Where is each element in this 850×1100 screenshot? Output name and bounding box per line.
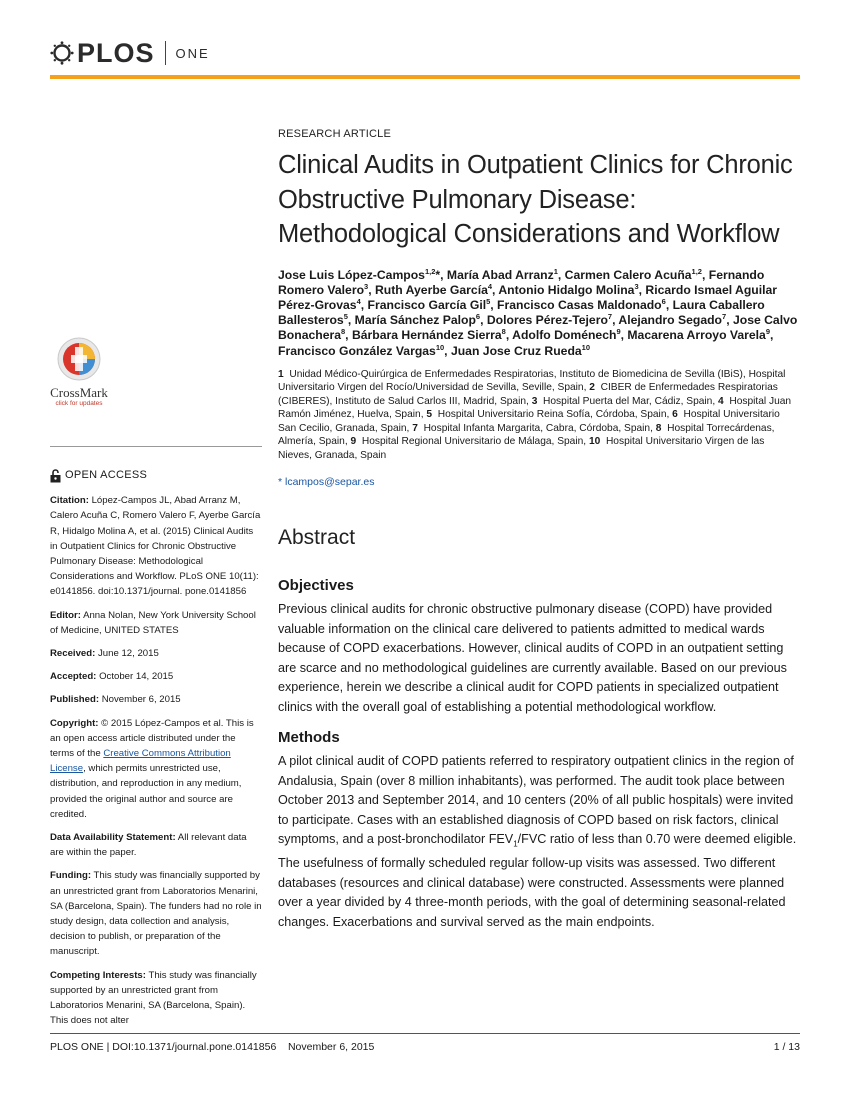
author-name[interactable]: María Sánchez Palop — [354, 313, 476, 328]
affiliation-text: Hospital Regional Universitario de Málaga, Spain, — [361, 436, 587, 448]
data-availability-label: Data Availability Statement: — [50, 832, 176, 844]
author-list: Jose Luis López-Campos$^{1,2}$*, María Abad Arranz$^1$, Carmen Calero Acuña$^{1,2}$, Fernando Romero Valero$^3$, Ruth Ayerbe García$^4$, Antonio Hidalgo Molina$^3$, Ricardo Ismael Aguilar Pérez-Grovas$^4$, Francisco García Gil$^5$, Francisco Casas Maldonado$^6$, Laura Caballero Ballesteros$^5$, María Sánchez Palop$^6$, Dolores Pérez-Tejero$^7$, Alejandro Segado$^7$, Jose Calvo Bonachera$^8$, Bárbara Hernández Sierra$^8$, Adolfo Doménech$^9$, Macarena Arroyo Varela$^9$, Francisco González Vargas$^{10}$, Juan Jose Cruz Rueda$^{10}$ — [278, 266, 798, 358]
received-date: June 12, 2015 — [98, 648, 159, 660]
brand-name: PLOS — [77, 37, 155, 68]
accepted-label: Accepted: — [50, 671, 97, 683]
article-main — [278, 128, 800, 932]
affiliation-number: 10 — [588, 436, 601, 448]
author-affiliation-ref: 7 — [607, 312, 613, 322]
author-affiliation-ref: 9 — [765, 327, 770, 337]
methods-heading: Methods — [278, 729, 340, 747]
affiliation-number: 8 — [655, 422, 662, 434]
affiliation-number: 2 — [589, 382, 595, 394]
open-access-label: OPEN ACCESS — [65, 469, 148, 481]
received-block — [50, 646, 262, 661]
author-affiliation-ref: 9 — [616, 327, 621, 337]
author-name[interactable]: Fernando Romero Valero — [278, 267, 765, 297]
author-name[interactable]: Macarena Arroyo Varela — [627, 328, 766, 343]
affiliation-number: 4 — [718, 395, 724, 407]
affiliation-text: Hospital Universitario San Cecilio, Granada, Spain, — [278, 409, 780, 434]
crossmark-badge[interactable] — [50, 337, 108, 408]
published-block — [50, 692, 262, 707]
editor-text: Anna Nolan, New York University School of Medicine, UNITED STATES — [50, 609, 256, 636]
published-date: November 6, 2015 — [101, 694, 181, 706]
received-label: Received: — [50, 648, 96, 660]
funding-text: This study was financially supported by an unrestricted grant from Laboratorios Menarini, SA (Barcelona, Spain). The funders had no role in study design, data collection and analysis, decision to publish, or preparation of the manuscript. — [50, 870, 262, 958]
author-affiliation-ref: 5 — [486, 296, 491, 306]
logo-divider — [165, 41, 166, 65]
citation-block — [50, 493, 262, 599]
author-affiliation-ref: 8 — [501, 327, 506, 337]
author-affiliation-ref: 6 — [661, 296, 666, 306]
author-name[interactable]: Ricardo Ismael Aguilar Pérez-Grovas — [278, 282, 778, 312]
affiliation-text: Hospital Universitario Reina Sofía, Córdoba, Spain, — [437, 409, 670, 421]
footer-citation: PLOS ONE | DOI:10.1371/journal.pone.0141856 November 6, 2015 — [50, 1041, 375, 1053]
affiliation-list — [278, 368, 800, 463]
published-label: Published: — [50, 694, 100, 706]
methods-text — [278, 752, 800, 932]
affiliation-text: Hospital Universitario Virgen de las Nieves, Granada, Spain — [278, 436, 765, 461]
copyright-text-end: , which permits unrestricted use, distribution, and reproduction in any medium, provided the original author and source are credited. — [50, 763, 242, 820]
funding-block — [50, 868, 262, 959]
author-name[interactable]: Francisco García Gil — [367, 297, 487, 312]
author-name[interactable]: Ruth Ayerbe García — [374, 282, 488, 297]
competing-interests-block — [50, 968, 262, 1029]
author-affiliation-ref: 10 — [435, 342, 445, 352]
accepted-date: October 14, 2015 — [99, 671, 174, 683]
author-affiliation-ref: 5 — [343, 312, 348, 322]
data-availability-block — [50, 830, 262, 860]
author-name[interactable]: Francisco González Vargas — [278, 343, 436, 358]
article-info-sidebar — [50, 468, 262, 1037]
author-name[interactable]: Dolores Pérez-Tejero — [486, 313, 608, 328]
corresponding-email-link[interactable]: * lcampos@separ.es — [278, 476, 375, 489]
citation-label: Citation: — [50, 495, 89, 507]
data-availability-text: All relevant data are within the paper. — [50, 832, 247, 859]
crossmark-subtitle: click for updates — [55, 400, 103, 407]
author-affiliation-ref: 7 — [722, 312, 727, 322]
footer-rule — [50, 1033, 800, 1034]
license-link[interactable]: Creative Commons Attribution License — [50, 748, 231, 775]
author-name[interactable]: Laura Caballero Ballesteros — [278, 297, 765, 328]
copyright-block — [50, 716, 262, 822]
header-rule — [50, 75, 800, 79]
methods-text-part-2: /FVC ratio of less than 0.70 were deemed eligible. The usefulness of formally scheduled regular follow-up visits was assessed. Two different databases (resources and clinical database) were constructed. Assessments were planned over a year divided by 4 three-month periods, with the goal of determining seasonal-related changes. Exacerbations and survival served as the main endpoints. — [278, 832, 797, 929]
citation-text: López-Campos JL, Abad Arranz M, Calero Acuña C, Romero Valero F, Ayerbe García R, Hidalgo Molina A, et al. (2015) Clinical Audits in Outpatient Clinics for Chronic Obstructive Pulmonary Disease: Methodological Considerations and Workflow. PLoS ONE 10(11): e0141856. doi:10.1371/journal. pone.0141856 — [50, 495, 261, 598]
editor-block — [50, 608, 262, 638]
affiliation-number: 5 — [426, 409, 433, 421]
methods-text-part-1: A pilot clinical audit of COPD patients referred to respiratory outpatient clinics in the region of Andalusia, Spain (over 8 million inhabitants), was performed. The audit took place between October 2013 and September 2014, and 10 centers (20% of all public hospitals) were invited to participate. Cases with an established diagnosis of COPD based on risk factors, clinical symptoms, and a post-bronchodilator FEV — [278, 754, 794, 847]
author-name[interactable]: Francisco Casas Maldonado — [497, 297, 662, 312]
affiliation-number: 6 — [672, 409, 678, 421]
author-affiliation-ref: 4 — [356, 296, 361, 306]
accepted-block — [50, 669, 262, 684]
author-affiliation-ref: 6 — [475, 312, 481, 322]
fev-subscript: 1 — [513, 839, 518, 849]
author-name[interactable]: María Abad Arranz — [446, 267, 554, 282]
affiliation-text: Hospital Infanta Margarita, Cabra, Córdoba, Spain, — [423, 422, 653, 434]
author-affiliation-ref: 1,2 — [691, 266, 702, 276]
author-name[interactable]: Jose Luis López-Campos — [278, 267, 425, 282]
author-affiliation-ref: 1,2 — [424, 266, 436, 276]
author-name[interactable]: Alejandro Segado — [618, 313, 723, 328]
affiliation-text: Hospital Torrecárdenas, Almería, Spain, — [278, 422, 775, 448]
open-access-badge — [50, 468, 262, 483]
open-lock-icon — [50, 469, 61, 483]
author-affiliation-ref: 4 — [487, 281, 493, 291]
author-name[interactable]: Jose Calvo Bonachera — [278, 313, 798, 343]
author-affiliation-ref: 3 — [634, 281, 639, 291]
author-affiliation-ref: 1 — [553, 266, 558, 276]
author-name[interactable]: Bárbara Hernández Sierra — [351, 328, 502, 343]
author-affiliation-ref: 10 — [581, 342, 591, 352]
affiliation-text: Unidad Médico-Quirúrgica de Enfermedades Respiratorias, Instituto de Biomedicina de Sevilla (IBiS), Hospital Universitario Virgen del Rocío/Universidad de Sevilla, Seville, Spain, — [278, 368, 786, 394]
competing-interests-label: Competing Interests: — [50, 969, 146, 981]
crossmark-icon — [57, 337, 101, 381]
abstract-heading: Abstract — [278, 526, 356, 550]
plos-one-logo[interactable] — [50, 38, 210, 68]
copyright-text: © 2015 López-Campos et al. This is an open access article distributed under the terms of the — [50, 717, 254, 760]
author-name[interactable]: Antonio Hidalgo Molina — [498, 282, 635, 297]
journal-name: ONE — [175, 45, 210, 61]
copyright-label: Copyright: — [50, 717, 99, 729]
author-name[interactable]: Juan Jose Cruz Rueda — [450, 343, 582, 358]
affiliation-text: Hospital Puerta del Mar, Cádiz, Spain, — [543, 395, 716, 407]
plos-logo-icon — [50, 41, 74, 65]
competing-interests-text: This study was financially supported by an unrestricted grant from Laboratorios Menarini, SA (Barcelona, Spain). This does not alter — [50, 969, 257, 1027]
author-affiliation-ref: 8 — [341, 327, 346, 337]
affiliation-number: 1 — [278, 368, 284, 380]
article-type: RESEARCH ARTICLE — [278, 128, 392, 140]
editor-label: Editor: — [50, 609, 81, 621]
objectives-text: Previous clinical audits for chronic obstructive pulmonary disease (COPD) have provided valuable information on the clinical care delivered to patients admitted to medical wards because of COPD exacerbations. However, clinical audits of COPD in an outpatient setting are scarce and no methodological guidelines are currently available. Based on our previous experience, herein we describe a clinical audit for COPD patients in specialized outpatient clinics with the overall goal of establishing a potential methodological workflow. — [278, 602, 787, 714]
corresponding-author-mark: * — [435, 267, 441, 282]
article-title: Clinical Audits in Outpatient Clinics for Chronic Obstructive Pulmonary Disease: Methodological Considerations and Workflow — [278, 151, 793, 248]
affiliation-number: 3 — [531, 395, 538, 407]
author-name[interactable]: Adolfo Doménech — [512, 328, 617, 343]
crossmark-title: CrossMark — [50, 385, 108, 400]
funding-label: Funding: — [50, 870, 92, 882]
affiliation-number: 7 — [412, 422, 418, 434]
page-number: 1 / 13 — [773, 1041, 800, 1053]
affiliation-text: CIBER de Enfermedades Respiratorias (CIBERES), Instituto de Salud Carlos III, Madrid, Spain, — [278, 382, 778, 407]
objectives-heading: Objectives — [278, 577, 354, 595]
sidebar-divider — [50, 446, 262, 447]
author-affiliation-ref: 3 — [364, 281, 369, 291]
affiliation-text: Hospital Juan Ramón Jiménez, Huelva, Spain, — [278, 395, 792, 421]
affiliation-number: 9 — [350, 436, 357, 448]
author-name[interactable]: Carmen Calero Acuña — [564, 267, 692, 282]
